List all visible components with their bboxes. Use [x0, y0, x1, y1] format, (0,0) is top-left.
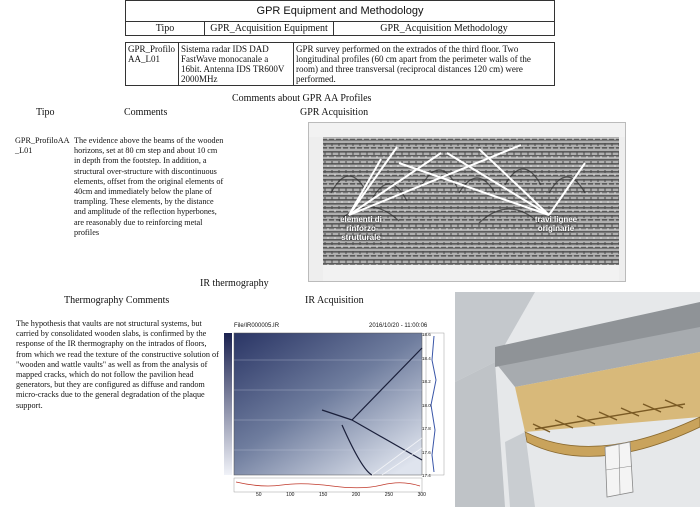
ir-col-acquisition: IR Acquisition: [305, 295, 364, 306]
gpr-heading: Comments about GPR AA Profiles: [232, 93, 372, 104]
x-tick: 150: [318, 492, 328, 498]
ir-file-label: File/IR000005.IR: [234, 323, 280, 329]
y-tick: 18.0: [422, 402, 431, 408]
y-tick: 18.6: [422, 332, 431, 337]
x-tick: 300: [417, 492, 426, 498]
gpr-radargram: [308, 122, 626, 282]
y-tick: 18.2: [422, 379, 431, 384]
gpr-comment: The evidence above the beams of the wooden horizons, set at 80 cm step and about 10 cm in depth from the footstep. In addition, a structural over-structure with discontinuous elements, offset from the original elements of 40cm and immediately below the plane of trampling. These elements, by the distance and amplitude of the reflection hyperbones, are reasonably due to reinforcing metal profiles: [74, 136, 224, 237]
x-tick: 200: [351, 492, 361, 498]
ir-col-comments: Thermography Comments: [64, 295, 170, 306]
gpr-annotation-left: elementi di rinforzo strutturale: [340, 215, 382, 242]
gpr-tipo-value: GPR_ProfiloAA _L01: [15, 136, 70, 156]
y-tick: 17.8: [422, 426, 431, 431]
gpr-col-acquisition: GPR Acquisition: [300, 107, 369, 118]
detail-table: [125, 42, 555, 86]
y-tick: 17.4: [422, 473, 431, 478]
detail-tipo: GPR_Profilo AA_L01: [126, 43, 179, 86]
col-methodology: GPR_Acquisition Methodology: [334, 22, 555, 36]
col-equipment: GPR_Acquisition Equipment: [205, 22, 334, 36]
ir-temp-scale: [422, 332, 431, 478]
equipment-table-title: GPR Equipment and Methodology: [126, 1, 555, 22]
ir-thermogram: [222, 320, 448, 505]
vault-render: [455, 292, 700, 507]
x-tick: 50: [256, 492, 262, 498]
ir-heading: IR thermography: [200, 278, 269, 289]
gpr-col-tipo: Tipo: [36, 107, 55, 118]
x-tick: 250: [384, 492, 394, 498]
y-tick: 18.4: [422, 355, 431, 361]
ir-date-label: 2016/10/20 - 11:00:06: [369, 323, 428, 329]
ir-x-axis: [256, 492, 426, 498]
equipment-table: [125, 0, 555, 36]
detail-methodology: GPR survey performed on the extrados of the third floor. Two longitudinal profiles (60 cm apart from the perimeter walls of the room) and three transversal (reciprocal distances 120 cm) were performed.: [294, 43, 555, 86]
x-tick: 100: [286, 492, 295, 498]
col-tipo: Tipo: [126, 22, 205, 36]
ir-comment: The hypothesis that vaults are not structural systems, but carried by consolidated wooden slabs, is confirmed by the response of the IR thermography on the intrados of floors, from which we read the texture of the constructive solution of "wooden and wattle vaults" as well as from the analysis of mapped cracks, which do not follow the pavilion head generators, but they are configured as diffuse and random micro-cracks due to the general degradation of the plaque support.: [16, 319, 219, 410]
y-tick: 17.6: [422, 449, 431, 455]
gpr-col-comments: Comments: [124, 107, 168, 118]
detail-equipment: Sistema radar IDS DAD FastWave monocanale a 16bit. Antenna IDS TR600V 2000MHz: [179, 43, 294, 86]
gpr-annotation-right: travi lignee originarie: [534, 215, 578, 233]
